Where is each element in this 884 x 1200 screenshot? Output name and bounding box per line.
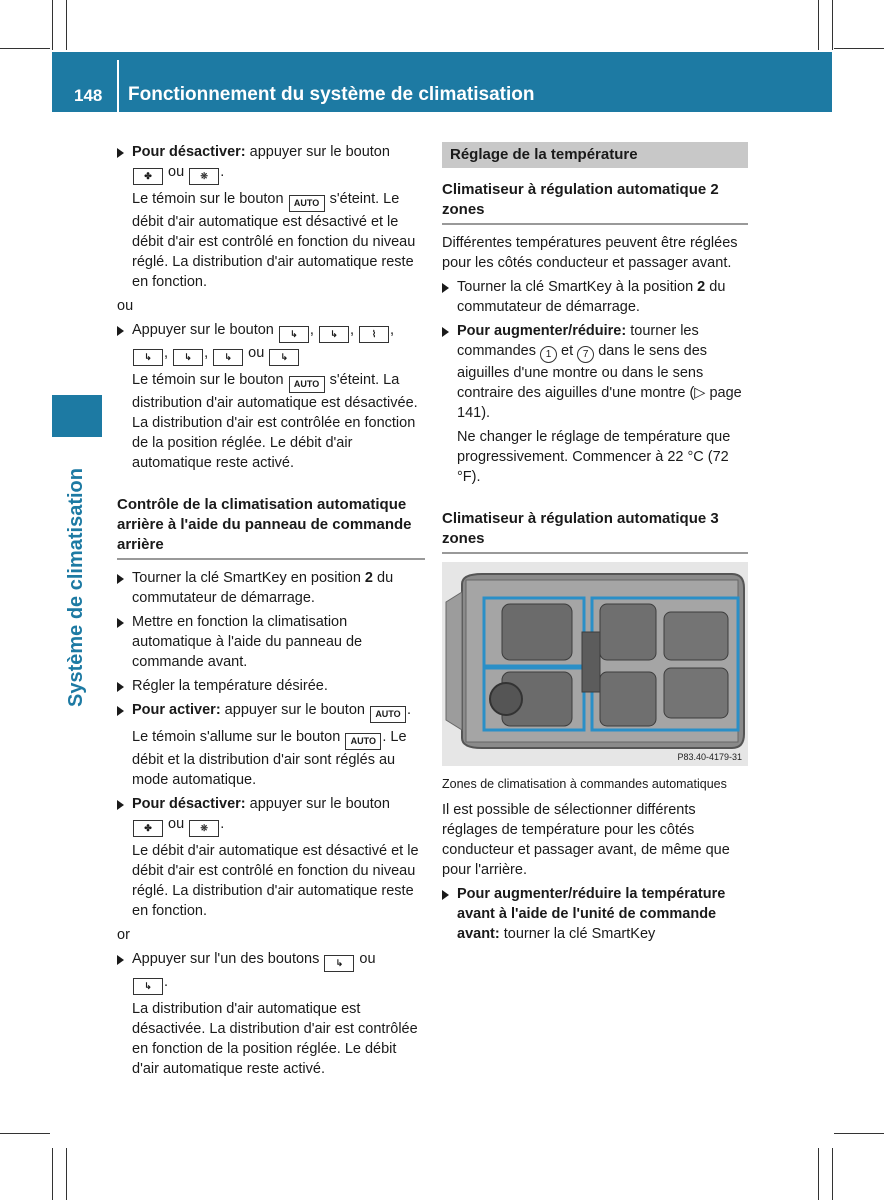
step-text: Tourner la clé SmartKey à la position	[457, 279, 698, 295]
air-key-icon: ↳	[213, 349, 243, 366]
air-key-icon: ↳	[319, 326, 349, 343]
detail-text: s'éteint. Le débit d'air automatique est désactivé et le débit d'air est contrôlé en fonction du niveau réglé. La distribution d'air automatique reste en fonction.	[132, 191, 416, 290]
step-bold: Pour augmenter/réduire la température avant à l'aide de l'unité de commande avant:	[457, 886, 726, 942]
step-text: appuyer sur le bouton	[220, 702, 365, 718]
step-bold: Pour augmenter/réduire:	[457, 323, 627, 339]
right-column	[442, 142, 748, 948]
step-bold: 2	[697, 279, 706, 295]
subheading-3-zones: Climatiseur à régulation automatique 3 zones	[442, 509, 748, 554]
subheading-2-zones: Climatiseur à régulation automatique 2 zones	[442, 180, 748, 225]
step-text: Appuyer sur le bouton	[132, 322, 274, 338]
step-text: Mettre en fonction la climatisation automatique à l'aide du panneau de commande avant.	[132, 614, 363, 670]
step-arrow-icon	[117, 800, 124, 810]
step-detail: La distribution d'air automatique est désactivée. La distribution d'air est contrôlée en fonction de la position réglée. Le débit d'air automatique reste activé.	[132, 1001, 418, 1077]
sidebar-tab	[52, 395, 102, 437]
header-separator	[117, 60, 119, 112]
step-text: du commutateur de démarrage.	[457, 279, 726, 315]
air-key-icon: ↳	[324, 955, 354, 972]
car-diagram-svg	[442, 562, 748, 766]
step-text: Appuyer sur l'un des boutons	[132, 951, 320, 967]
step-detail: Le débit d'air automatique est désactivé et le débit d'air est contrôlé en fonction du niveau réglé. La distribution d'air automatique reste en fonction.	[132, 843, 419, 919]
air-key-icon: ↳	[269, 349, 299, 366]
step-air-buttons: Appuyer sur l'un des boutons ↳ ou ↳ .	[117, 949, 425, 995]
text-ou: ou	[164, 816, 189, 832]
step-detail	[117, 370, 425, 473]
step-arrow-icon	[117, 326, 124, 336]
page-title: Fonctionnement du système de climatisation	[128, 84, 535, 105]
step-deactivate-rear: Pour désactiver: appuyer sur le bouton ✤ ou ❊ .	[117, 794, 425, 837]
step-arrow-icon	[442, 327, 449, 337]
step-text: dans le sens des aiguilles d'une montre ou dans le sens contraire des aiguilles d'une montre (▷ page 141).	[457, 343, 742, 421]
step-text: Régler la température désirée.	[132, 678, 328, 694]
text-ou: ou	[244, 345, 269, 361]
detail-text: Le témoin s'allume sur le bouton	[132, 729, 341, 745]
step-bold: Pour désactiver:	[132, 796, 246, 812]
step-arrow-icon	[117, 955, 124, 965]
step-arrow-icon	[442, 283, 449, 293]
step-text: tourner les commandes	[457, 323, 699, 359]
step-arrow-icon	[117, 574, 124, 584]
step-text: tourner la clé SmartKey	[499, 926, 656, 942]
detail-text: Le témoin sur le bouton	[132, 191, 284, 207]
left-column	[117, 142, 425, 1083]
auto-key-icon: AUTO	[289, 195, 325, 212]
crop-mark	[66, 1148, 67, 1200]
rear-fan-key-icon: ❊	[189, 820, 219, 837]
step-text: du commutateur de démarrage.	[132, 570, 394, 606]
sidebar-label: Système de climatisation	[65, 468, 87, 707]
step-bold: 2	[364, 570, 373, 586]
air-key-icon: ↳	[279, 326, 309, 343]
step-bold: Pour désactiver:	[132, 144, 246, 160]
step-arrow-icon	[117, 682, 124, 692]
step-enable-front	[117, 612, 425, 672]
step-detail	[117, 189, 425, 292]
step-detail: Ne changer le réglage de température que progressivement. Commencer à 22 °C (72 °F).	[457, 429, 731, 485]
crop-mark	[0, 1133, 50, 1134]
rear-fan-key-icon: ❊	[189, 168, 219, 185]
fan-key-icon: ✤	[133, 820, 163, 837]
text-ou: ou	[164, 164, 189, 180]
step-adjust-front	[442, 884, 748, 944]
step-air-distribution: Appuyer sur le bouton ↳ , ↳ , ⌇ , ↳ , ↳ , ↳ ou ↳	[117, 320, 425, 366]
step-detail	[117, 727, 425, 790]
auto-key-icon: AUTO	[289, 376, 325, 393]
crop-mark	[52, 1148, 53, 1200]
auto-key-icon: AUTO	[370, 706, 406, 723]
step-text: appuyer sur le bouton	[245, 796, 390, 812]
number-circle-icon: 7	[577, 346, 594, 363]
crop-mark	[832, 0, 833, 50]
step-deactivate	[117, 142, 425, 185]
page-number: 148	[74, 86, 103, 105]
air-key-icon: ↳	[133, 349, 163, 366]
image-code: P83.40-4179-31	[677, 752, 742, 762]
detail-text: . Le débit et la distribution d'air sont réglés au mode automatique.	[132, 729, 407, 788]
step-turn-key	[442, 277, 748, 317]
air-key-icon: ↳	[173, 349, 203, 366]
crop-mark	[818, 0, 819, 50]
step-turn-key	[117, 568, 425, 608]
auto-key-icon: AUTO	[345, 733, 381, 750]
defrost-key-icon: ⌇	[359, 326, 389, 343]
number-circle-icon: 1	[540, 346, 557, 363]
step-set-temp	[117, 676, 425, 696]
crop-mark	[0, 48, 50, 49]
text-or: ou	[117, 298, 134, 314]
detail-text: Le témoin sur le bouton	[132, 372, 284, 388]
step-bold: Pour activer:	[132, 702, 221, 718]
step-activate: Pour activer: appuyer sur le bouton AUTO .	[117, 700, 425, 723]
detail-text: s'éteint. La distribution d'air automatique est désactivée. La distribution d'air est contrôlée en fonction de la position réglée. Le débit d'air automatique reste activé.	[132, 372, 418, 471]
step-adjust	[442, 321, 748, 423]
car-zones-diagram	[442, 562, 748, 766]
crop-mark	[834, 48, 884, 49]
step-text: Tourner la clé SmartKey en position	[132, 570, 365, 586]
step-text: appuyer sur le bouton	[245, 144, 390, 160]
crop-mark	[834, 1133, 884, 1134]
fan-key-icon: ✤	[133, 168, 163, 185]
step-text: et	[557, 343, 578, 359]
section-heading-temperature: Réglage de la température	[442, 142, 748, 168]
crop-mark	[832, 1148, 833, 1200]
step-arrow-icon	[442, 890, 449, 900]
paragraph: Différentes températures peuvent être réglées pour les côtés conducteur et passager avant.	[442, 235, 738, 271]
figure-caption: Zones de climatisation à commandes automatiques	[442, 777, 727, 791]
step-arrow-icon	[117, 148, 124, 158]
paragraph: Il est possible de sélectionner différents réglages de température pour les côtés conducteur et passager avant, de même que pour l'arrière.	[442, 802, 730, 878]
step-arrow-icon	[117, 706, 124, 716]
air-key-icon: ↳	[133, 978, 163, 995]
text-period: .	[220, 164, 225, 180]
crop-mark	[52, 0, 53, 50]
step-arrow-icon	[117, 618, 124, 628]
text-or: or	[117, 927, 130, 943]
section-heading-rear: Contrôle de la climatisation automatique arrière à l'aide du panneau de commande arrière	[117, 495, 425, 560]
crop-mark	[66, 0, 67, 50]
text-ou: ou	[355, 951, 376, 967]
crop-mark	[818, 1148, 819, 1200]
